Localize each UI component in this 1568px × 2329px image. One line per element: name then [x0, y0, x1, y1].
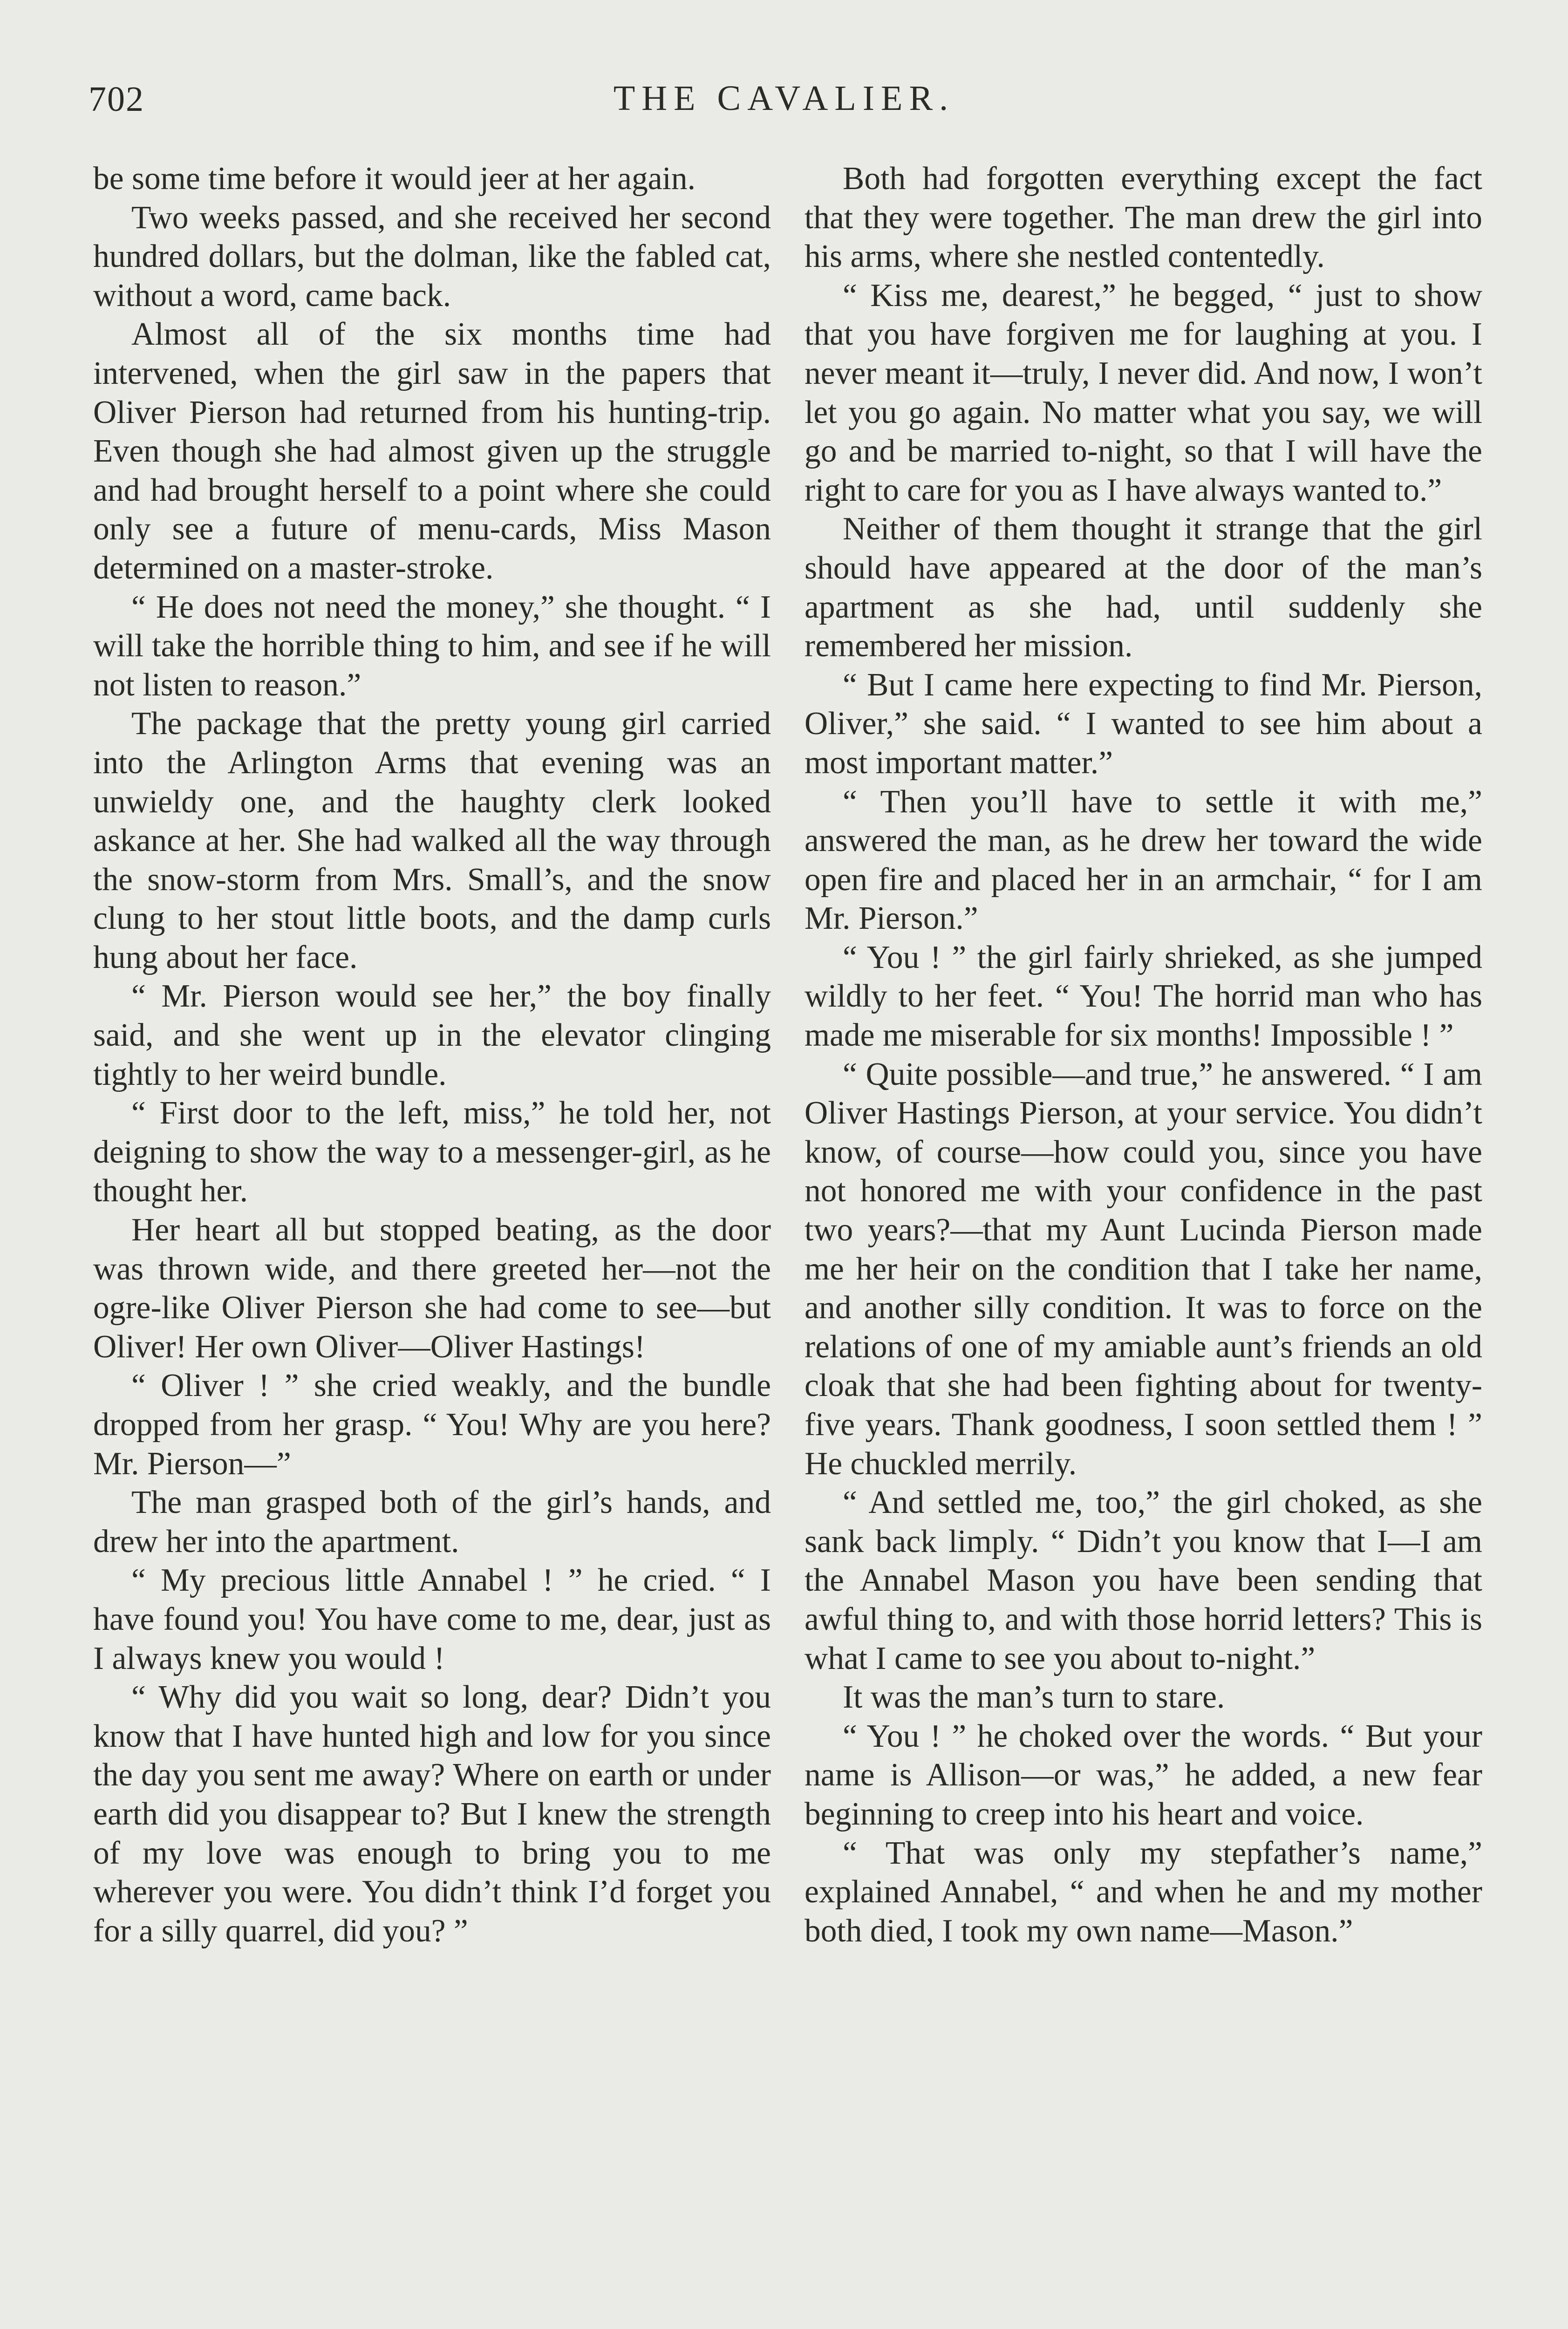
paragraph: “ But I came here expecting to find Mr. Pierson, Oliver,” she said. “ I wanted to see him about a most important matter.” — [804, 667, 1482, 781]
paragraph: “ Kiss me, dearest,” he begged, “ just to show that you have forgiven me for laughing at you. I never meant it—truly, I never did. And now, I won’t let you go again. No matter what you say, we will go and be married to-night, so that I will have the right to care for you as I have always wanted to.” — [804, 277, 1482, 508]
paragraph: Almost all of the six months time had intervened, when the girl saw in the papers that Oliver Pierson had returned from his hunting-trip. Even though she had almost given up the struggle and had brought herself to a point where she could only see a future of menu-cards, Miss Mason determined on a master-stroke. — [93, 316, 771, 586]
page-number: 702 — [89, 80, 144, 119]
paragraph: “ Quite possible—and true,” he answered. “ I am Oliver Hastings Pierson, at your service. You didn’t know, of course—how could you, since you have not honored me with your confidence in the past two years?—that my Aunt Lucinda Pierson made me her heir on the condition that I take her name, and another silly condition. It was to force on the relations of one of my amiable aunt’s friends an old cloak that she had been fighting about for twenty-five years. Thank goodness, I soon settled them ! ” He chuckled merrily. — [804, 1056, 1482, 1482]
paragraph: “ Why did you wait so long, dear? Didn’t you know that I have hunted high and low for you since the day you sent me away? Where on earth or under earth did you disappear to? But I knew the strength of my love was enough to bring you to me wherever you were. You didn’t think I’d forget you for a silly quarrel, did you? ” — [93, 1679, 771, 1949]
paragraph: “ That was only my stepfather’s name,” explained Annabel, “ and when he and my mother both died, I took my own name—Mason.” — [804, 1835, 1482, 1949]
paragraph: The man grasped both of the girl’s hands, and drew her into the apartment. — [93, 1485, 771, 1559]
paragraph: The package that the pretty young girl carried into the Arlington Arms that evening was an unwieldy one, and the haughty clerk looked askance at her. She had walked all the way through the snow-storm from Mrs. Small’s, and the snow clung to her stout little boots, and the damp curls hung about her face. — [93, 706, 771, 975]
paragraph: “ And settled me, too,” the girl choked, as she sank back limply. “ Didn’t you know that I—I am the Annabel Mason you have been sending that awful thing to, and with those horrid letters? This is what I came to see you about to-night.” — [804, 1485, 1482, 1676]
paragraph: Her heart all but stopped beating, as the door was thrown wide, and there greeted her—not the ogre-like Oliver Pierson she had come to see—but Oliver! Her own Oliver—Oliver Hastings! — [93, 1212, 771, 1365]
text-column-left — [93, 159, 771, 1950]
paragraph: be some time before it would jeer at her again. — [93, 161, 695, 197]
paragraph: “ My precious little Annabel ! ” he cried. “ I have found you! You have come to me, dear, just as I always knew you would ! — [93, 1562, 771, 1676]
paragraph: “ You ! ” he choked over the words. “ But your name is Allison—or was,” he added, a new fear beginning to creep into his heart and voice. — [804, 1718, 1482, 1832]
paragraph: Both had forgotten everything except the fact that they were together. The man drew the girl into his arms, where she nestled contentedly. — [804, 161, 1482, 275]
paragraph: It was the man’s turn to stare. — [843, 1679, 1225, 1716]
paragraph: “ Oliver ! ” she cried weakly, and the bundle dropped from her grasp. “ You! Why are you here? Mr. Pierson—” — [93, 1368, 771, 1482]
paragraph: “ First door to the left, miss,” he told her, not deigning to show the way to a messenger-girl, as he thought her. — [93, 1095, 771, 1209]
running-head-title: THE CAVALIER. — [613, 79, 955, 118]
paragraph: Neither of them thought it strange that the girl should have appeared at the door of the man’s apartment as she had, until suddenly she remembered her mission. — [804, 511, 1482, 664]
text-column-right — [804, 159, 1482, 1950]
paragraph: “ You ! ” the girl fairly shrieked, as she jumped wildly to her feet. “ You! The horrid man who has made me miserable for six months! Impossible ! ” — [804, 939, 1482, 1054]
paragraph: “ Mr. Pierson would see her,” the boy finally said, and she went up in the elevator clinging tightly to her weird bundle. — [93, 978, 771, 1092]
paragraph: Two weeks passed, and she received her second hundred dollars, but the dolman, like the fabled cat, without a word, came back. — [93, 199, 771, 313]
paragraph: “ Then you’ll have to settle it with me,” answered the man, as he drew her toward the wide open fire and placed her in an armchair, “ for I am Mr. Pierson.” — [804, 783, 1482, 937]
paragraph: “ He does not need the money,” she thought. “ I will take the horrible thing to him, and see if he will not listen to reason.” — [93, 589, 771, 703]
